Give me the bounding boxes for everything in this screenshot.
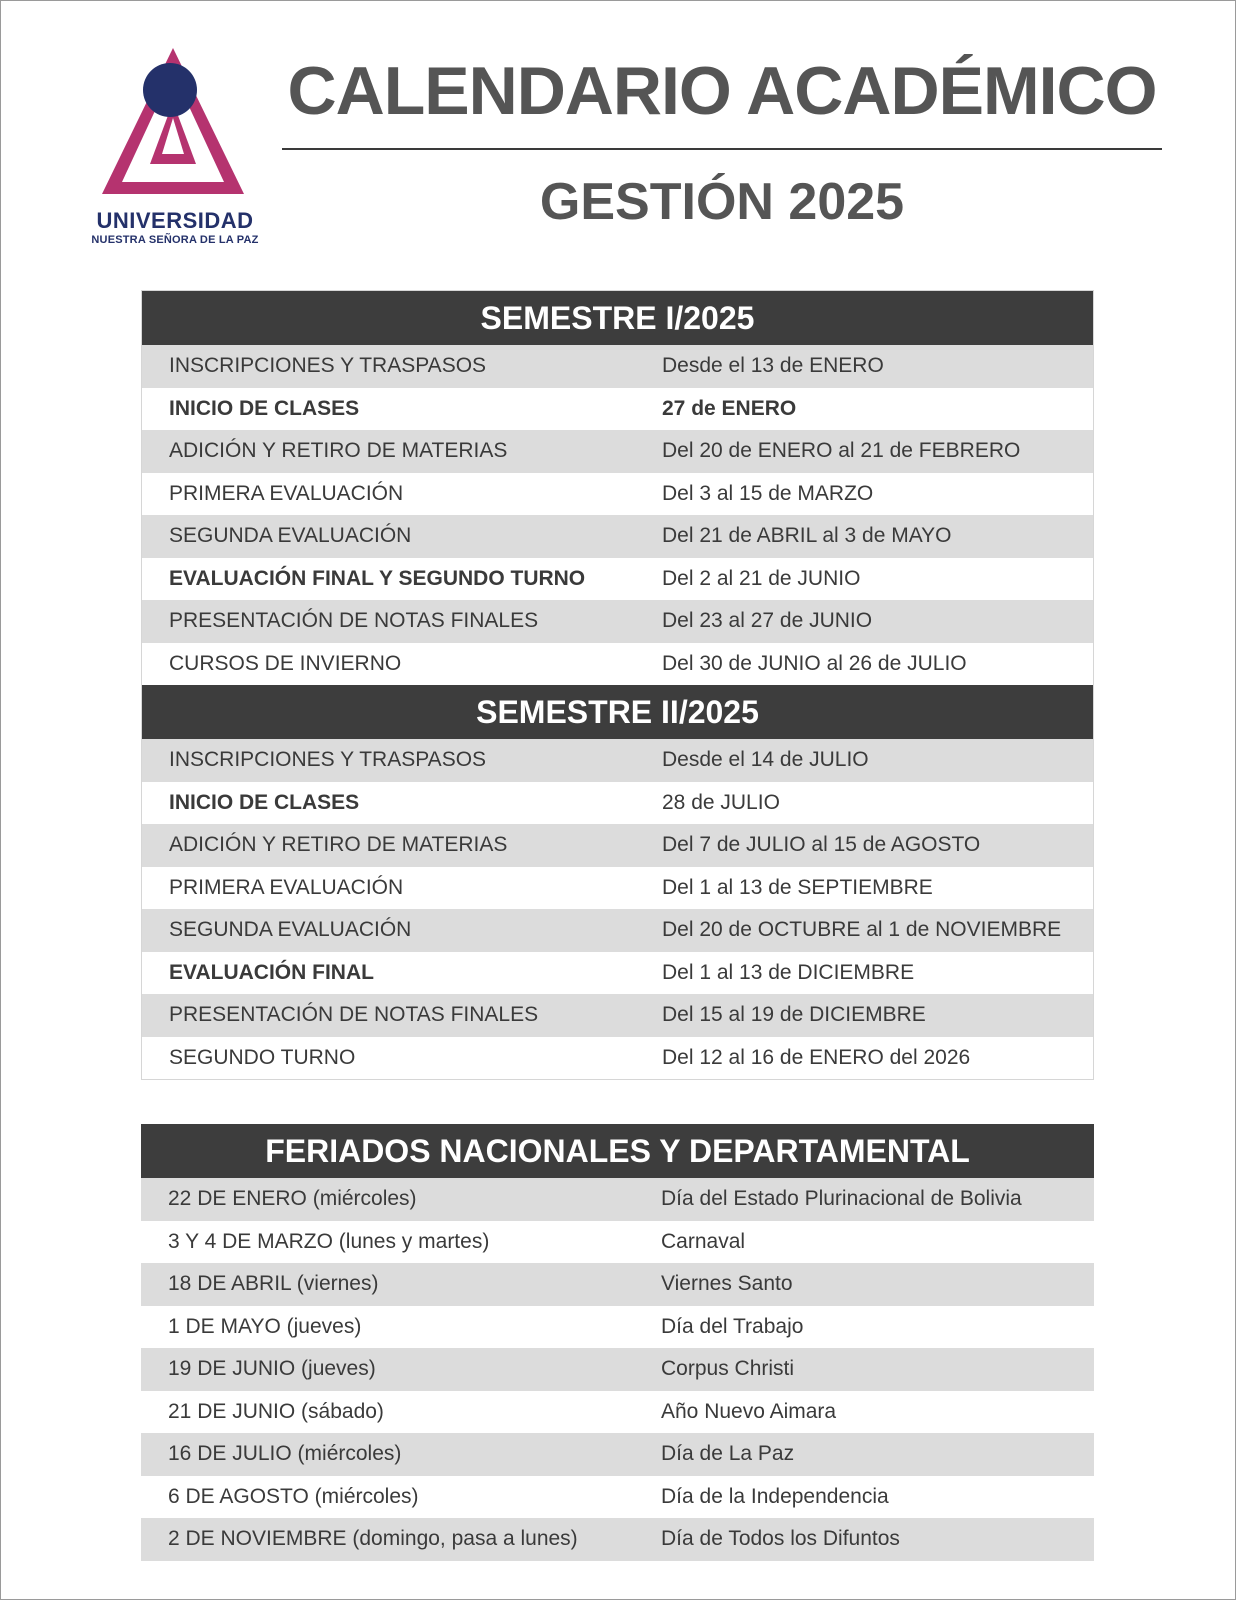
- event-cell: CURSOS DE INVIERNO: [169, 651, 402, 675]
- university-logo: [70, 40, 280, 255]
- table-row: [142, 600, 1093, 643]
- holiday-name-cell: Día del Estado Plurinacional de Bolivia: [661, 1187, 1022, 1211]
- date-cell: Del 1 al 13 de DICIEMBRE: [662, 960, 915, 984]
- table-row: [142, 994, 1093, 1037]
- holiday-name-cell: Día de la Independencia: [661, 1484, 889, 1508]
- event-cell: INICIO DE CLASES: [169, 790, 360, 814]
- holiday-name-cell: Día de Todos los Difuntos: [661, 1527, 900, 1551]
- date-cell: 28 de JULIO: [662, 790, 780, 814]
- date-cell: Del 7 de JULIO al 15 de AGOSTO: [662, 833, 981, 857]
- holiday-date-cell: 18 DE ABRIL (viernes): [168, 1272, 379, 1296]
- table-row: [142, 909, 1093, 952]
- date-cell: Del 23 al 27 de JUNIO: [662, 609, 873, 633]
- event-cell: SEGUNDO TURNO: [169, 1045, 356, 1069]
- table-row: [142, 388, 1093, 431]
- date-cell: 27 de ENERO: [662, 396, 797, 420]
- table-row: [141, 1221, 1094, 1264]
- university-subtitle: NUESTRA SEÑORA DE LA PAZ: [91, 234, 259, 246]
- date-cell: Del 20 de OCTUBRE al 1 de NOVIEMBRE: [662, 918, 1062, 942]
- holiday-date-cell: 19 DE JUNIO (jueves): [168, 1357, 376, 1381]
- table-row: [141, 1348, 1094, 1391]
- date-cell: Desde el 14 de JULIO: [662, 748, 869, 772]
- holiday-date-cell: 3 Y 4 DE MARZO (lunes y martes): [168, 1229, 490, 1253]
- table-row: [141, 1263, 1094, 1306]
- holiday-name-cell: Viernes Santo: [661, 1272, 793, 1296]
- table-row: [142, 473, 1093, 516]
- table-row: [142, 430, 1093, 473]
- holidays-header: FERIADOS NACIONALES Y DEPARTAMENTAL: [141, 1124, 1094, 1178]
- date-cell: Del 1 al 13 de SEPTIEMBRE: [662, 875, 933, 899]
- table-row: [142, 345, 1093, 388]
- table-row: [142, 1037, 1093, 1080]
- table-row: [141, 1178, 1094, 1221]
- page-subtitle: GESTIÓN 2025: [539, 173, 905, 231]
- table-row: [141, 1518, 1094, 1561]
- table-row: [142, 739, 1093, 782]
- event-cell: INICIO DE CLASES: [169, 396, 360, 420]
- holidays-table: [141, 1124, 1094, 1561]
- table-row: [142, 782, 1093, 825]
- date-cell: Del 2 al 21 de JUNIO: [662, 566, 861, 590]
- table-row: [141, 1306, 1094, 1349]
- holiday-date-cell: 6 DE AGOSTO (miércoles): [168, 1484, 419, 1508]
- holiday-name-cell: Año Nuevo Aimara: [661, 1399, 837, 1423]
- event-cell: SEGUNDA EVALUACIÓN: [169, 524, 412, 548]
- date-cell: Del 21 de ABRIL al 3 de MAYO: [662, 524, 952, 548]
- holiday-date-cell: 2 DE NOVIEMBRE (domingo, pasa a lunes): [168, 1527, 578, 1551]
- table-row: [142, 952, 1093, 995]
- event-cell: PRESENTACIÓN DE NOTAS FINALES: [169, 609, 539, 633]
- event-cell: PRIMERA EVALUACIÓN: [169, 481, 404, 505]
- table-row: [142, 824, 1093, 867]
- date-cell: Del 12 al 16 de ENERO del 2026: [662, 1045, 971, 1069]
- date-cell: Del 20 de ENERO al 21 de FEBRERO: [662, 439, 1021, 463]
- table-row: [142, 558, 1093, 601]
- event-cell: ADICIÓN Y RETIRO DE MATERIAS: [169, 833, 508, 857]
- event-cell: INSCRIPCIONES Y TRASPASOS: [169, 748, 487, 772]
- event-cell: ADICIÓN Y RETIRO DE MATERIAS: [169, 439, 508, 463]
- date-cell: Desde el 13 de ENERO: [662, 354, 884, 378]
- date-cell: Del 15 al 19 de DICIEMBRE: [662, 1003, 926, 1027]
- holiday-date-cell: 1 DE MAYO (jueves): [168, 1314, 362, 1338]
- event-cell: PRESENTACIÓN DE NOTAS FINALES: [169, 1003, 539, 1027]
- table-row: [142, 515, 1093, 558]
- date-cell: Del 3 al 15 de MARZO: [662, 481, 874, 505]
- table-row: [141, 1433, 1094, 1476]
- holiday-name-cell: Día del Trabajo: [661, 1314, 804, 1338]
- holiday-date-cell: 16 DE JULIO (miércoles): [168, 1442, 402, 1466]
- event-cell: SEGUNDA EVALUACIÓN: [169, 918, 412, 942]
- date-cell: Del 30 de JUNIO al 26 de JULIO: [662, 651, 967, 675]
- holiday-date-cell: 21 DE JUNIO (sábado): [168, 1399, 384, 1423]
- holiday-date-cell: 22 DE ENERO (miércoles): [168, 1187, 417, 1211]
- university-name: UNIVERSIDAD: [96, 208, 254, 233]
- semester2-header: SEMESTRE II/2025: [142, 685, 1093, 739]
- semester1-header: SEMESTRE I/2025: [142, 291, 1093, 345]
- triangle-logo-icon: [98, 44, 248, 204]
- event-cell: PRIMERA EVALUACIÓN: [169, 875, 404, 899]
- title-divider: [282, 148, 1162, 150]
- page-title: CALENDARIO ACADÉMICO: [287, 53, 1157, 129]
- event-cell: INSCRIPCIONES Y TRASPASOS: [169, 354, 487, 378]
- table-row: [141, 1391, 1094, 1434]
- holiday-name-cell: Día de La Paz: [661, 1442, 795, 1466]
- event-cell: EVALUACIÓN FINAL Y SEGUNDO TURNO: [169, 566, 586, 590]
- table-row: [142, 867, 1093, 910]
- holiday-name-cell: Carnaval: [661, 1229, 746, 1253]
- table-row: [141, 1476, 1094, 1519]
- semesters-table: [141, 290, 1094, 1080]
- holiday-name-cell: Corpus Christi: [661, 1357, 795, 1381]
- table-row: [142, 643, 1093, 686]
- event-cell: EVALUACIÓN FINAL: [169, 960, 374, 984]
